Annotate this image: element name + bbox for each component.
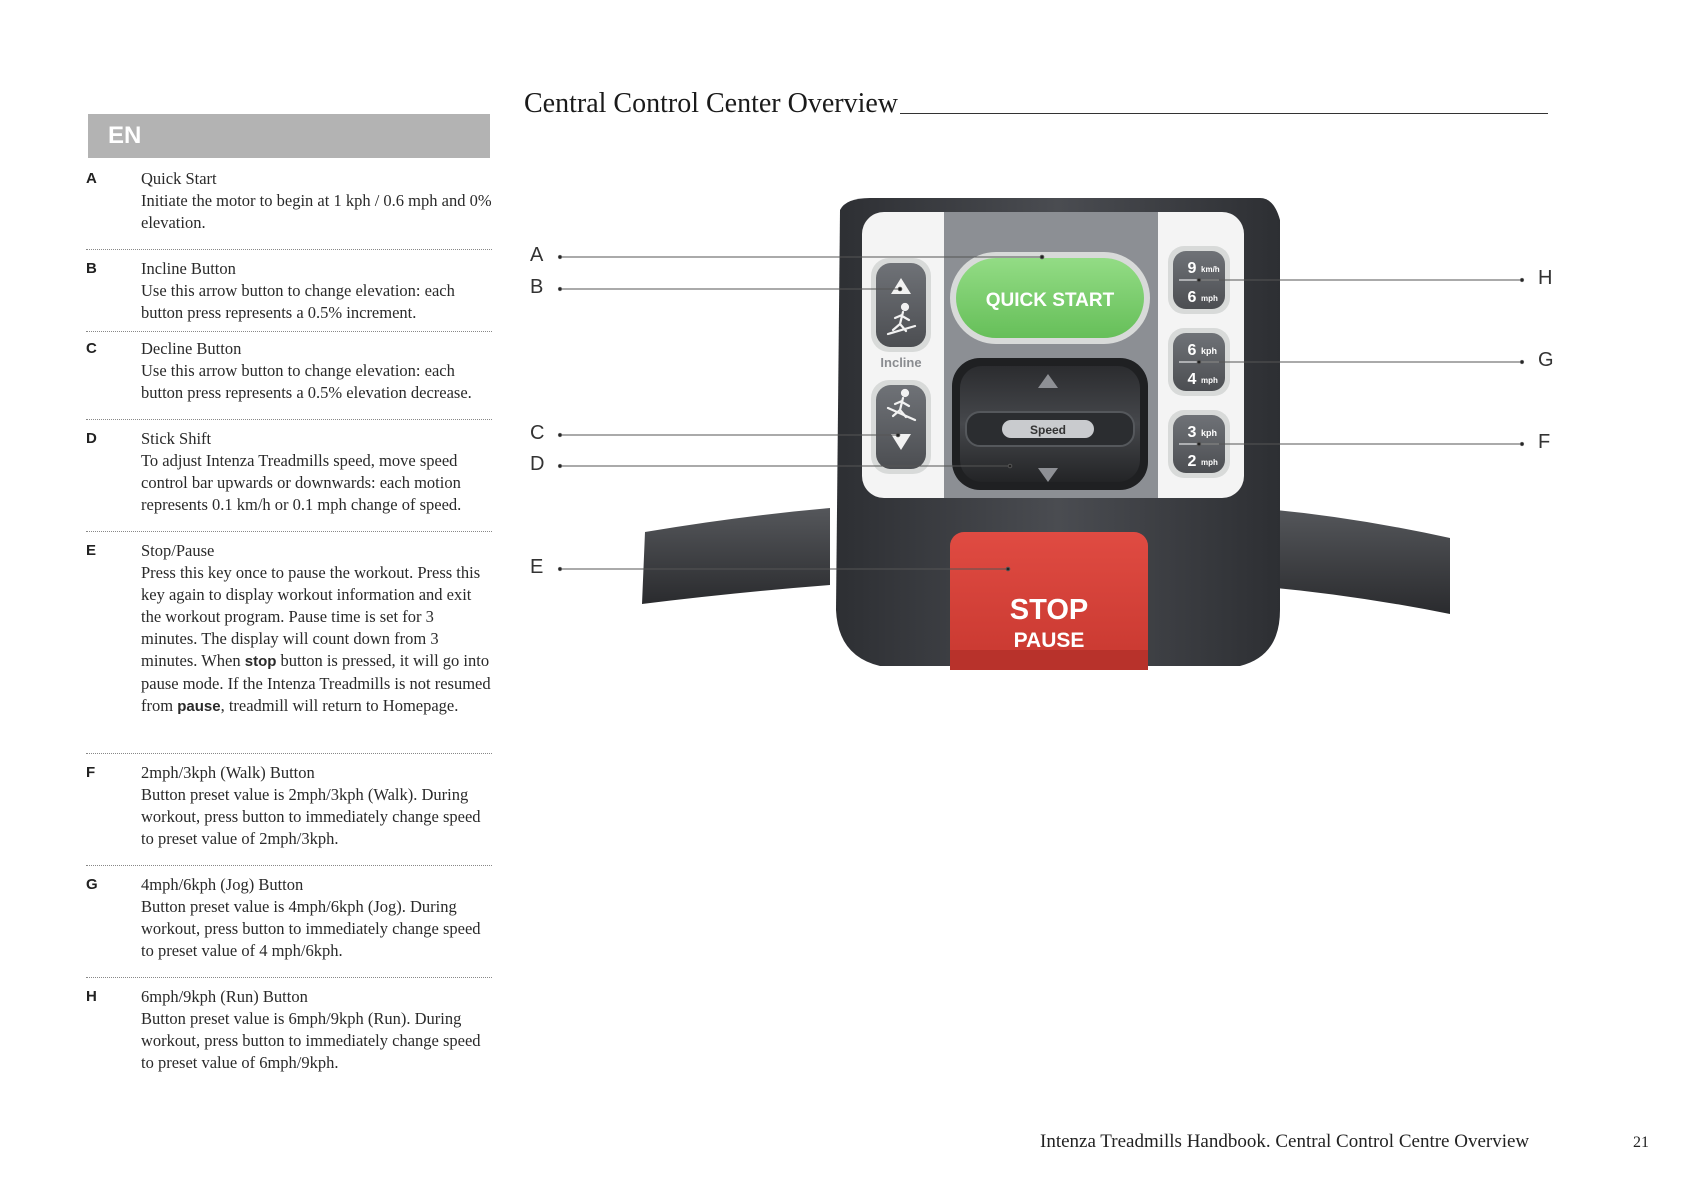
list-item-d xyxy=(86,420,492,532)
item-title: Quick Start xyxy=(141,169,217,188)
callout-dot xyxy=(1040,255,1044,259)
title-rule xyxy=(900,113,1548,114)
callout-a: A xyxy=(530,244,544,266)
callout-dot xyxy=(1197,360,1201,364)
callout-dot xyxy=(558,255,561,258)
callout-dot xyxy=(1520,442,1523,445)
callout-dot xyxy=(558,287,561,290)
item-title: 6mph/9kph (Run) Button xyxy=(141,987,308,1006)
list-item-h xyxy=(86,978,492,1078)
item-letter: G xyxy=(86,876,98,893)
item-letter: H xyxy=(86,988,97,1005)
left-handlebar xyxy=(642,508,830,604)
item-title: Decline Button xyxy=(141,339,242,358)
item-description: Button preset value is 2mph/3kph (Walk). During workout, press button to immediately change speed to preset value of 2mph/3kph. xyxy=(141,785,481,848)
item-title: 2mph/3kph (Walk) Button xyxy=(141,763,315,782)
callout-b: B xyxy=(530,276,544,298)
pause-keyword: pause xyxy=(177,698,221,715)
list-item-a xyxy=(86,168,492,250)
console-illustration xyxy=(520,190,1560,700)
right-handlebar xyxy=(1255,508,1450,614)
stop-label[interactable]: STOP xyxy=(1009,594,1089,626)
item-title: Stop/Pause xyxy=(141,541,215,560)
item-letter: C xyxy=(86,340,97,357)
incline-down-shape xyxy=(876,385,926,469)
list-item-f xyxy=(86,754,492,866)
callout-dot xyxy=(1197,442,1201,446)
item-letter: D xyxy=(86,430,97,447)
pause-label[interactable]: PAUSE xyxy=(1013,629,1085,652)
item-description-part: button is pressed, it will go into pause mode. If the Intenza Treadmills is not resumed from xyxy=(141,651,491,715)
callout-dot xyxy=(558,567,561,570)
callout-dot xyxy=(1008,464,1012,468)
callout-c: C xyxy=(530,422,545,444)
callout-h: H xyxy=(1538,267,1553,289)
language-tab: EN xyxy=(88,114,490,158)
item-description: Button preset value is 6mph/9kph (Run). During workout, press button to immediately change speed to preset value of 6mph/9kph. xyxy=(141,1009,481,1072)
list-item-b xyxy=(86,250,492,332)
item-title: Incline Button xyxy=(141,259,236,278)
item-description: To adjust Intenza Treadmills speed, move speed control bar upwards or downwards: each motion represents 0.1 km/h or 0.1 mph change of speed. xyxy=(141,451,462,514)
callout-g: G xyxy=(1538,349,1554,371)
item-letter: E xyxy=(86,542,97,559)
callout-dot xyxy=(558,433,561,436)
preset-walk-bottom-unit: mph xyxy=(1201,458,1218,467)
callout-dot xyxy=(898,287,902,291)
preset-jog-top-unit: kph xyxy=(1201,346,1218,356)
preset-run-bottom-unit: mph xyxy=(1201,294,1218,303)
callout-dot xyxy=(1520,360,1523,363)
list-item-c xyxy=(86,332,492,420)
preset-walk-top-value: 3 xyxy=(1187,424,1197,441)
callout-d: D xyxy=(530,453,545,475)
page-title: Central Control Center Overview xyxy=(524,88,899,119)
preset-run-bottom-value: 6 xyxy=(1187,289,1197,306)
callout-dot xyxy=(558,464,561,467)
speed-label: Speed xyxy=(1029,423,1067,437)
footer-text: Intenza Treadmills Handbook. Central Control Centre Overview xyxy=(1040,1131,1530,1152)
preset-walk-bottom-value: 2 xyxy=(1187,453,1197,470)
preset-run-top-unit: km/h xyxy=(1201,265,1220,274)
list-item-e xyxy=(86,532,492,754)
item-letter: A xyxy=(86,170,97,187)
stop-keyword: stop xyxy=(244,653,277,670)
preset-jog-bottom-unit: mph xyxy=(1201,376,1218,385)
incline-label: Incline xyxy=(880,355,922,370)
item-description-part: , treadmill will return to Homepage. xyxy=(220,696,459,715)
item-description: Initiate the motor to begin at 1 kph / 0.6 mph and 0% elevation. xyxy=(141,191,492,232)
preset-run-top-value: 9 xyxy=(1187,260,1197,277)
item-title: Stick Shift xyxy=(141,429,212,448)
item-description: Use this arrow button to change elevation: each button press represents a 0.5% increment. xyxy=(141,281,455,322)
callout-dot xyxy=(1006,567,1010,571)
list-item-g xyxy=(86,866,492,978)
callout-dot xyxy=(896,433,900,437)
preset-jog-top-value: 6 xyxy=(1187,342,1197,359)
item-description: Button preset value is 4mph/6kph (Jog). During workout, press button to immediately change speed to preset value of 4 mph/6kph. xyxy=(141,897,481,960)
item-title: 4mph/6kph (Jog) Button xyxy=(141,875,304,894)
page-number: 21 xyxy=(1633,1134,1649,1151)
console-diagram xyxy=(520,190,1560,700)
callout-f: F xyxy=(1538,431,1551,453)
item-letter: B xyxy=(86,260,97,277)
quick-start-label[interactable]: QUICK START xyxy=(985,290,1115,311)
preset-walk-top-unit: kph xyxy=(1201,428,1218,438)
callout-e: E xyxy=(530,556,544,578)
item-list xyxy=(86,168,492,1078)
item-letter: F xyxy=(86,764,96,781)
item-description xyxy=(141,562,492,718)
callout-dot xyxy=(1197,278,1201,282)
incline-up-shape xyxy=(876,263,926,347)
preset-jog-bottom-value: 4 xyxy=(1187,371,1197,388)
item-description: Use this arrow button to change elevation: each button press represents a 0.5% elevation decrease. xyxy=(141,361,472,402)
item-description-part: Press this key once to pause the workout. Press this key again to display workout information and exit the workout program. Pause time is set for 3 minutes. The display will count down from 3 minutes. When xyxy=(141,563,481,670)
stop-pause-lower xyxy=(950,650,1148,670)
callout-dot xyxy=(1520,278,1523,281)
